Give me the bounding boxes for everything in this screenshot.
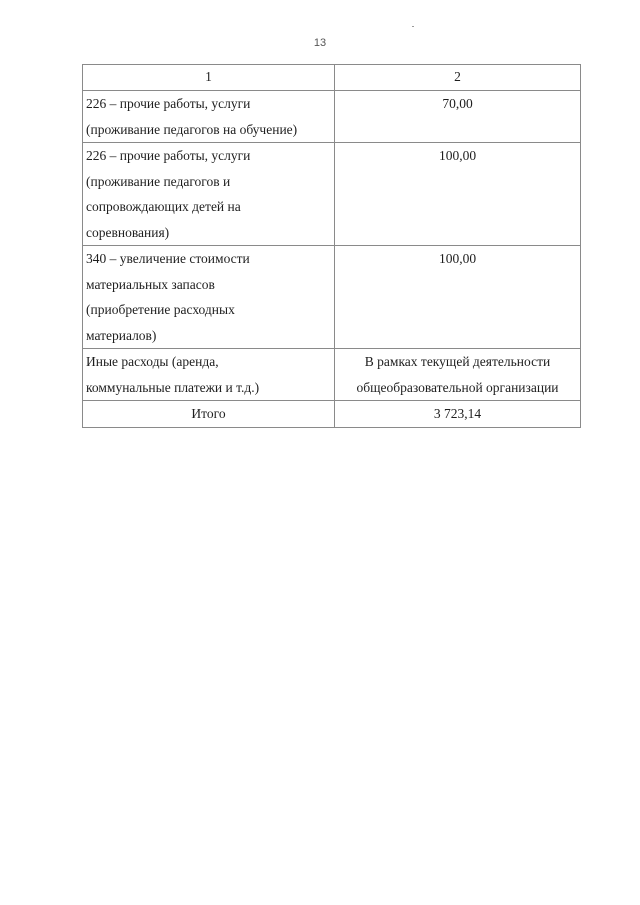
row-label-line: коммунальные платежи и т.д.) [86, 379, 260, 395]
row-label-cell [83, 143, 335, 246]
row-label-line: 226 – прочие работы, услуги [86, 148, 251, 163]
page-number: 13 [313, 37, 327, 49]
row-value-line: В рамках текущей деятельности [364, 354, 551, 369]
row-value-line: 100,00 [438, 148, 477, 163]
table-row [83, 349, 581, 401]
row-label-line: (проживание педагогов и [86, 173, 231, 189]
row-label-line: материалов) [86, 327, 157, 343]
expenses-table [82, 64, 581, 428]
row-value-cell [335, 143, 581, 246]
row-label-line: (проживание педагогов на обучение) [86, 121, 298, 137]
row-value-line: общеобразовательной организации [356, 379, 559, 395]
row-label-line: материальных запасов [86, 276, 215, 292]
row-value-line: 100,00 [438, 251, 477, 266]
row-label-line: 340 – увеличение стоимости [86, 251, 250, 266]
row-label-line: Иные расходы (аренда, [86, 354, 219, 369]
column-header-2: 2 [335, 65, 581, 91]
row-label-cell [83, 349, 335, 401]
total-row [83, 401, 581, 428]
scan-speck [412, 26, 414, 27]
table-header-row [83, 65, 581, 91]
table-row [83, 143, 581, 246]
column-header-1: 1 [83, 65, 335, 91]
row-label-line: (приобретение расходных [86, 302, 235, 317]
row-label-cell [83, 246, 335, 349]
total-label: Итого [83, 401, 335, 428]
row-label-line: 226 – прочие работы, услуги [86, 96, 251, 111]
total-value: 3 723,14 [335, 401, 581, 428]
row-label-cell [83, 91, 335, 143]
row-label-line: сопровождающих детей на [86, 199, 241, 214]
row-value-line: 70,00 [442, 96, 473, 111]
table-row [83, 246, 581, 349]
row-value-cell [335, 246, 581, 349]
row-value-cell [335, 349, 581, 401]
table-row [83, 91, 581, 143]
row-value-cell [335, 91, 581, 143]
row-label-line: соревнования) [86, 224, 170, 240]
